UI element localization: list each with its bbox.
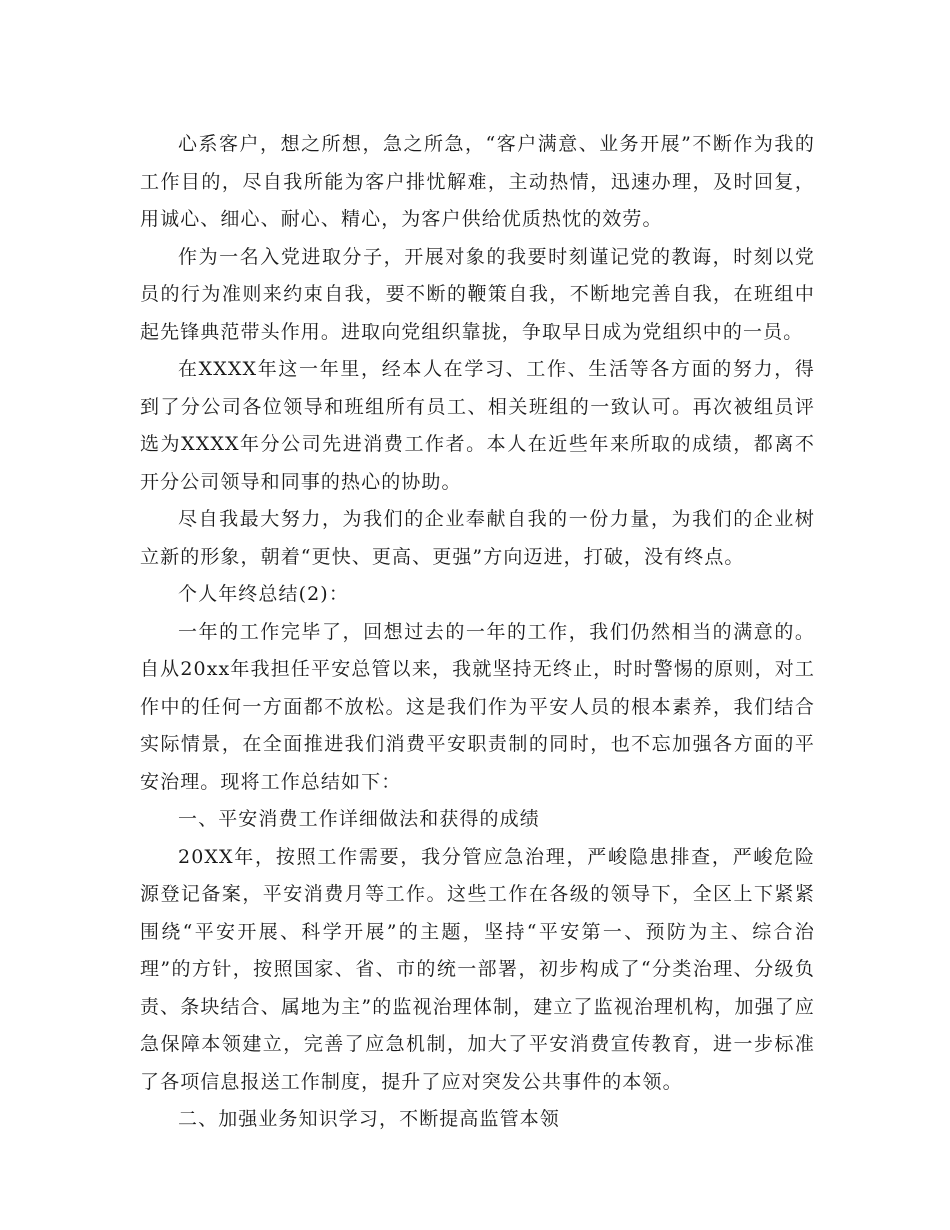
document-page bbox=[140, 126, 815, 1139]
paragraph-year-achievements: 在XXXX年这一年里，经本人在学习、工作、生活等各方面的努力，得到了分公司各位领导和班组所有员工、相关班组的一致认可。再次被组员评选为XXXX年分公司先进消费工作者。本人在近些年来所取的成绩，都离不开分公司领导和同事的热心的协助。 bbox=[140, 358, 815, 493]
section-heading-summary-2: 个人年终总结(2)： bbox=[178, 583, 349, 605]
paragraph-party-activist: 作为一名入党进取分子，开展对象的我要时刻谨记党的教诲，时刻以党员的行为准则来约束自我，要不断的鞭策自我，不断地完善自我，在班组中起先锋典范带头作用。进取向党组织靠拢，争取早日成为党组织中的一员。 bbox=[140, 245, 815, 343]
paragraph-work-review: 一年的工作完毕了，回想过去的一年的工作，我们仍然相当的满意的。自从20xx年我担任平安总管以来，我就坚持无终止，时时警惕的原则，对工作中的任何一方面都不放松。这是我们作为平安人员的根本素养，我们结合实际情景，在全面推进我们消费平安职责制的同时，也不忘加强各方面的平安治理。现将工作总结如下： bbox=[140, 620, 815, 793]
paragraph-customer-service: 心系客户，想之所想，急之所急，“客户满意、业务开展”不断作为我的工作目的，尽自我所能为客户排忧解难，主动热情，迅速办理，及时回复，用诚心、细心、耐心、精心，为客户供给优质热忱的效劳。 bbox=[140, 133, 815, 230]
section-heading-safety-work: 一、平安消费工作详细做法和获得的成绩 bbox=[178, 808, 540, 830]
paragraph-safety-details: 20XX年，按照工作需要，我分管应急治理，严峻隐患排查，严峻危险源登记备案，平安消费月等工作。这些工作在各级的领导下，全区上下紧紧围绕“平安开展、科学开展”的主题，坚持“平安第一、预防为主、综合治理”的方针，按照国家、省、市的统一部署，初步构成了“分类治理、分级负责、条块结合、属地为主”的监视治理体制，建立了监视治理机构，加强了应急保障本领建立，完善了应急机制，加大了平安消费宣传教育，进一步标准了各项信息报送工作制度，提升了应对突发公共事件的本领。 bbox=[140, 845, 815, 1093]
paragraph-best-effort: 尽自我最大努力，为我们的企业奉献自我的一份力量，为我们的企业树立新的形象，朝着“更快、更高、更强”方向迈进，打破，没有终点。 bbox=[140, 508, 815, 568]
section-heading-business-study: 二、加强业务知识学习，不断提高监管本领 bbox=[178, 1108, 560, 1130]
